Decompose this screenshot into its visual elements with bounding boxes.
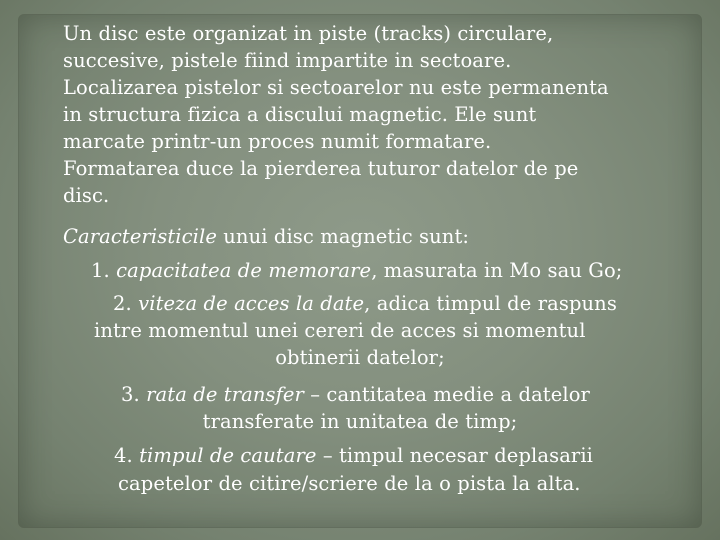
item-term: viteza de acces la date: [138, 292, 365, 315]
item-term: rata de transfer: [146, 383, 304, 406]
text-line: Localizarea pistelor si sectoarelor nu este permanenta: [63, 76, 609, 99]
item-continuation: capetelor de citire/scriere de la o pista la alta.: [118, 472, 581, 495]
paragraph-characteristics-heading: [31, 223, 671, 250]
item-number: 1.: [91, 259, 110, 282]
paragraph-disc-organization: [31, 20, 671, 209]
item-number: 2.: [113, 292, 132, 315]
list-item-capacity: [91, 257, 622, 284]
text-line: in structura fizica a discului magnetic. Ele sunt: [63, 103, 537, 126]
item-text: – cantitatea medie a datelor: [303, 383, 590, 406]
item-number: 3.: [121, 383, 140, 406]
list-item-seek-time: [114, 442, 593, 469]
item-text: – timpul necesar deplasarii: [316, 444, 594, 467]
item-term: capacitatea de memorare: [116, 259, 372, 282]
characteristics-term: Caracteristicile: [63, 225, 217, 248]
text-line: marcate printr-un proces numit formatare.: [63, 130, 492, 153]
item-continuation: obtinerii datelor;: [275, 346, 445, 369]
item-continuation: transferate in unitatea de timp;: [202, 410, 518, 433]
list-item-access-speed: [113, 290, 617, 317]
item-continuation: intre momentul unei cereri de acces si momentul: [94, 319, 586, 342]
text-line: Caracteristicile unui disc magnetic sunt:: [63, 225, 470, 248]
item-text: , adica timpul de raspuns: [364, 292, 617, 315]
item-number: 4.: [114, 444, 133, 467]
list-item-transfer-rate: [121, 381, 590, 408]
item-text: , masurata in Mo sau Go;: [371, 259, 623, 282]
item-term: timpul de cautare: [139, 444, 317, 467]
text-line: succesive, pistele fiind impartite in sectoare.: [63, 49, 512, 72]
text-line: Formatarea duce la pierderea tuturor datelor de pe: [63, 157, 579, 180]
text-line: disc.: [63, 184, 110, 207]
text-line: Un disc este organizat in piste (tracks) circulare,: [63, 22, 554, 45]
